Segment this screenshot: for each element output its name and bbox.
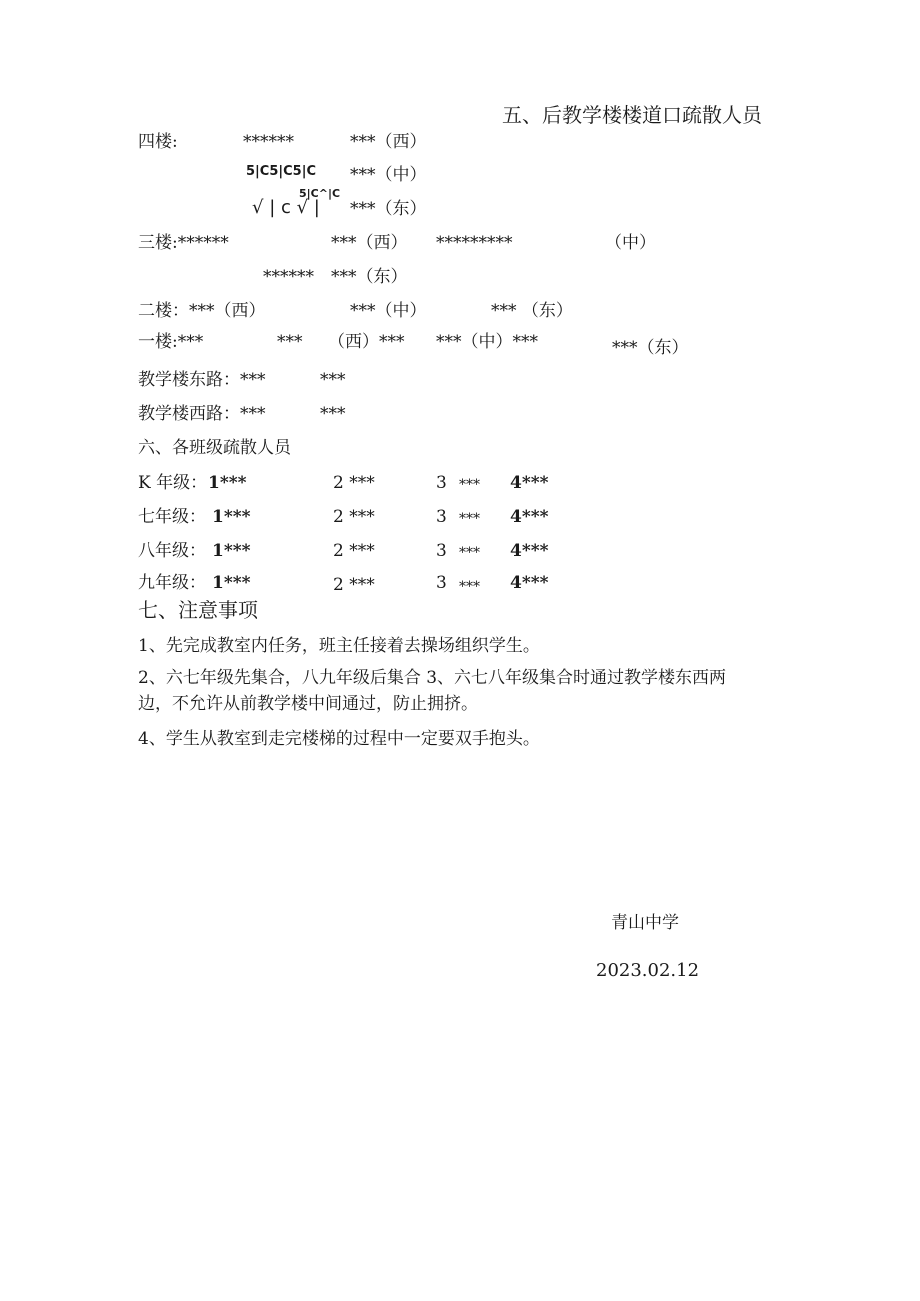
floor3-west: ***（西）: [331, 233, 408, 253]
floor1-west: （西）***: [328, 332, 405, 352]
grade-row-9-c3s: ***: [459, 579, 480, 595]
floor1-label: 一楼:***: [138, 332, 204, 352]
floor3-east: ***（东）: [331, 267, 408, 287]
notice-item-2: 2、六七年级先集合，八九年级后集合 3、六七八年级集合时通过教学楼东西两: [138, 668, 727, 688]
grade-row-9-c3: 3: [436, 573, 447, 593]
notice-item-2-continued: 边，不允许从前教学楼中间通过，防止拥挤。: [138, 694, 478, 714]
floor4-garbled-3: √ | c √ |: [252, 197, 320, 218]
section5-title: 五、后教学楼楼道口疏散人员: [502, 103, 762, 127]
document-date: 2023.02.12: [596, 960, 700, 981]
floor4-east: ***（东）: [350, 199, 427, 219]
school-name: 青山中学: [611, 913, 679, 933]
grade-row-k-c1: 1***: [208, 473, 247, 493]
grade-row-9-c4: 4***: [510, 573, 549, 593]
grade-row-9-label: 九年级：: [138, 573, 206, 593]
floor4-garbled-2: 5|C^|C: [299, 187, 341, 200]
grade-row-k-label: K 年级：: [138, 473, 208, 493]
notice-item-4: 4、学生从教室到走完楼梯的过程中一定要双手抱头。: [138, 729, 540, 749]
grade-row-k-c3: 3: [436, 473, 447, 493]
floor2-east: *** （东）: [491, 301, 573, 321]
grade-row-9-c1: 1***: [212, 573, 251, 593]
east-road-label: 教学楼东路：***: [138, 370, 266, 390]
grade-row-8-c3: 3: [436, 541, 447, 561]
floor2-label: 二楼：***（西）: [138, 301, 266, 321]
west-road-label: 教学楼西路：***: [138, 404, 266, 424]
grade-row-8-c3s: ***: [459, 545, 480, 561]
section7-title: 七、注意事项: [138, 598, 258, 622]
grade-row-9-c2: 2 ***: [333, 575, 375, 595]
floor3-names-east: ******: [263, 267, 314, 287]
grade-row-k-c3s: ***: [459, 477, 480, 493]
floor4-names: ******: [243, 132, 294, 152]
grade-row-8-c2: 2 ***: [333, 541, 375, 561]
floor4-garbled-1: 5|C5|C5|C: [246, 164, 317, 179]
grade-row-8-c4: 4***: [510, 541, 549, 561]
grade-row-k-c4: 4***: [510, 473, 549, 493]
floor4-label: 四楼:: [138, 132, 178, 152]
floor3-middle-tag: （中）: [605, 233, 656, 253]
grade-row-7-c2: 2 ***: [333, 507, 375, 527]
grade-row-7-c3s: ***: [459, 511, 480, 527]
floor2-middle: ***（中）: [350, 301, 427, 321]
east-road-name: ***: [320, 370, 346, 390]
floor1-middle: ***（中）***: [436, 332, 538, 352]
section6-title: 六、各班级疏散人员: [138, 438, 291, 458]
grade-row-7-c1: 1***: [212, 507, 251, 527]
notice-item-1: 1、先完成教室内任务，班主任接着去操场组织学生。: [138, 636, 540, 656]
floor1-col2: ***: [277, 332, 303, 352]
floor3-names-mid: *********: [436, 233, 513, 253]
floor4-middle: ***（中）: [350, 165, 427, 185]
floor3-label: 三楼:******: [138, 233, 229, 253]
grade-row-k-c2: 2 ***: [333, 473, 375, 493]
grade-row-7-label: 七年级：: [138, 507, 206, 527]
grade-row-8-c1: 1***: [212, 541, 251, 561]
west-road-name: ***: [320, 404, 346, 424]
floor4-west: ***（西）: [350, 132, 427, 152]
grade-row-7-c4: 4***: [510, 507, 549, 527]
grade-row-8-label: 八年级：: [138, 541, 206, 561]
grade-row-7-c3: 3: [436, 507, 447, 527]
floor1-east: ***（东）: [612, 338, 689, 358]
